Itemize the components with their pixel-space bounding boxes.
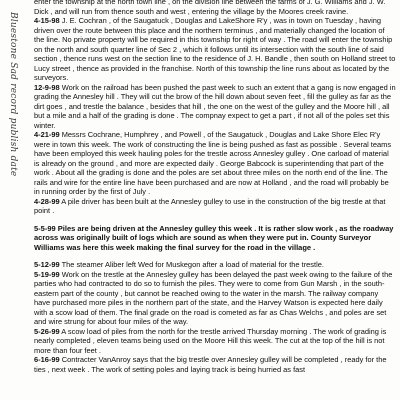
- entry-paragraph: 4-15-98 J. E. Cochran , of the Saugatuck , Douglas and LakeShore R'y , was in town on Tuesday , having driven over the route between this place and the northern terminus , and materially changed the location of the line. No private property will be required in this township for right of way . The road will enter the township on the north and south quarter line of Sec 2 , which it follows until its intersection with the south line of said section , thence runs west on the section line to the residence of J. H. Bandle , then south on Holland street to Lucy street , thence as provided in the franchise. North of this township the line runs about as located by the surveyors.: [34, 16, 396, 82]
- entry-paragraph: 5-12-99 The steamer Aliber left Wed for Muskegon after a load of material for the trestle.: [34, 260, 324, 269]
- entry-paragraph: enter the township at the north town line , on the division line between the farms of J. G. Williams and J. W. Dick , and will run from thence south and west , entering the village by the Moores creek ravine.: [34, 0, 386, 16]
- bold-entry-paragraph: 5-5-99 Piles are being driven at the Annesley gulley this week . It is rather slow work , as the roadway across was originally built of logs which are sound as when they were put in. County Surveyor Williams was here this week making the final survey for the road in the village .: [34, 223, 394, 252]
- entry-paragraph: 4-21-99 Messrs Cochrane, Humphrey , and Powell , of the Saugatuck , Douglas and Lake Shore Elec R'y were in town this week. The work of constructing the line is being pushed as fast as possible . Several teams have been employed this week hauling poles for the trestle across Annesley gulley . One carload of material is already on the ground , and more are expected daily . George Babcock is superintending that part of the work . About all the grading is done and the poles are set about three miles on the north end of the line. The rails and wire for the entire line have been purchased and are now at Holland , and the road will probably be in running order by the first of July .: [34, 130, 392, 196]
- handwritten-margin-note: [7, 10, 21, 220]
- entry-paragraph: 12-9-98 Work on the railroad has been pushed the past week to such an extent that a gang is now engaged in grading the Annesley hill . They will cut the brow of the hill down about seven feet , fill the gulley as far as the dirt goes , and trestle the balance , besides that hill , the one on the west of the gulley and the Moore hill , all but a mile and a half of the grading is done . The compnay expect to get a part , if not all of the poles set this winter.: [34, 82, 396, 130]
- entry-paragraph: 4-28-99 A pile driver has been built at the Annesley gulley to use in the construction of the big trestle at that point .: [34, 196, 386, 215]
- article-text: [34, 0, 396, 374]
- margin-note-text: Bluestone Sad record publish date: [8, 12, 18, 177]
- entry-paragraph: 6-16-99 Contracter VanAnroy says that the big trestle over Annesley gulley will be completed , ready for the ties , next week . The work of setting poles and laying track is being hurried as fast: [34, 355, 387, 374]
- entry-paragraph: 5-19-99 Work on the trestle at the Annesley gulley has been delayed the past week owing to the failure of the parties who had contracted to do so to furnish the piles. They were to come from Gun Marsh , in the south-eastern part of the county , but cannot be reached owing to the water in the marsh. The railway company have purchased more piles in the northern part of the state, and the Harvey Watson is expected here daily with a scow load of them. The final grade on the road is cometed as far as Chas Welchs , and poles are set and wire strung for about four miles of the way.: [34, 269, 393, 326]
- entry-paragraph: 5-26-99 A scow load of piles from the north for the trestle arrived Thursday morning . The work of grading is nearly completed , eleven teams being used on the Moore Hill this week. The cut at the top of the hill is not more than four feet .: [34, 326, 387, 355]
